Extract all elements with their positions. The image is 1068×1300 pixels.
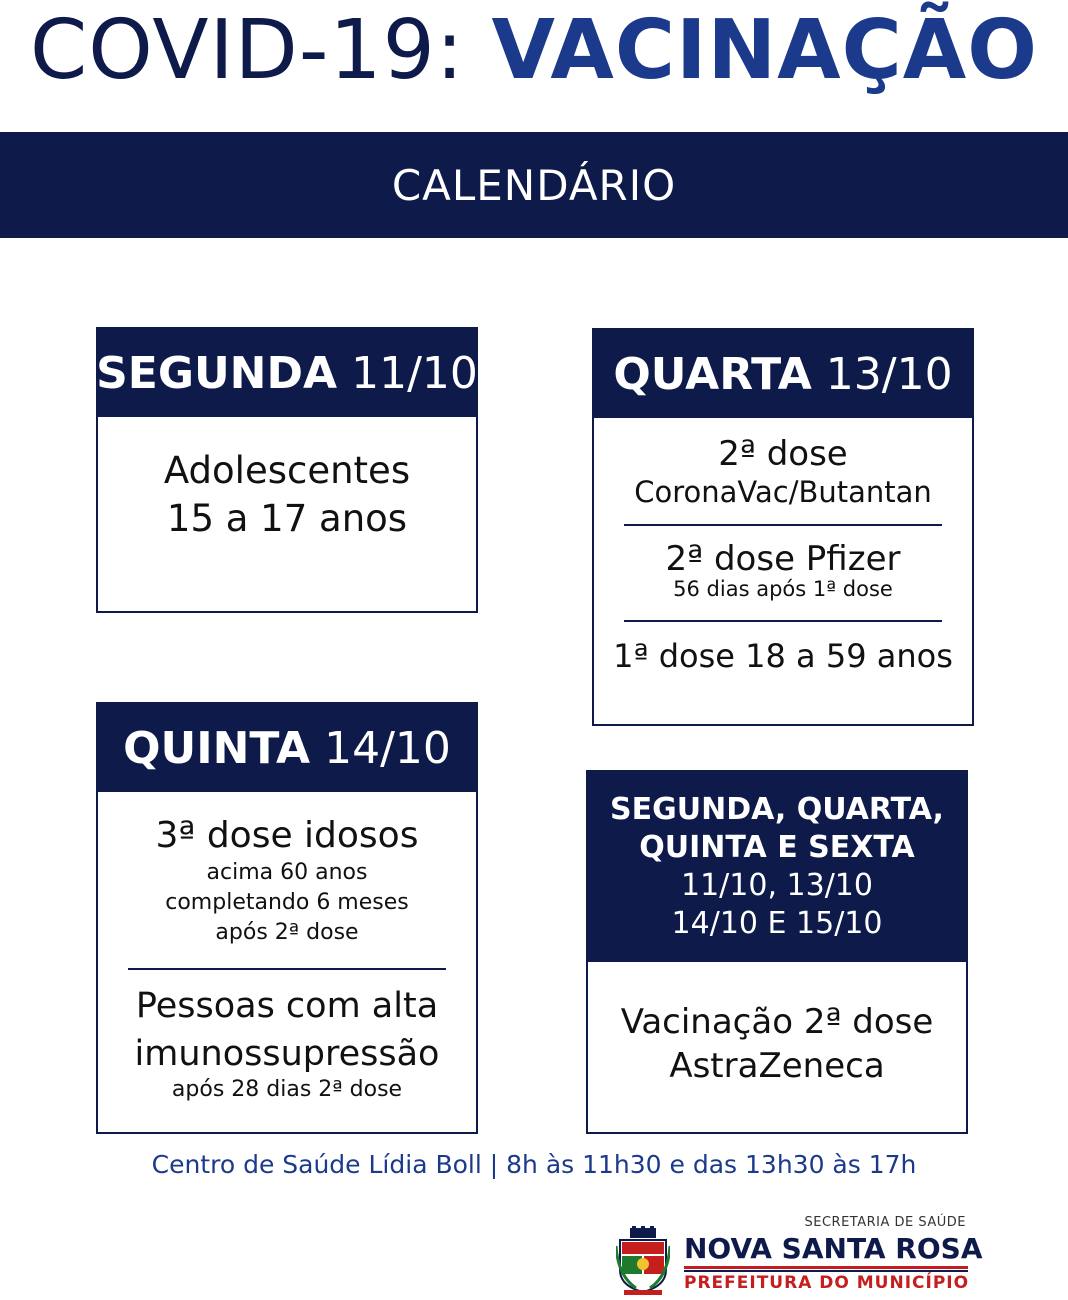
card-monday-body (98, 417, 476, 543)
title-covid: COVID-19: (30, 3, 465, 98)
multi-dates-line-1: 11/10, 13/10 (681, 868, 873, 903)
location-hours: Centro de Saúde Lídia Boll | 8h às 11h30 e das 13h30 às 17h (151, 1150, 917, 1179)
logo-red-rule (684, 1266, 968, 1269)
logo-city-name: NOVA SANTA ROSA (684, 1232, 983, 1265)
card-thursday-body (98, 814, 476, 1102)
card-thursday (96, 702, 478, 1134)
multi-line-2: AstraZeneca (669, 1046, 885, 1086)
banner-label: CALENDÁRIO (391, 160, 677, 210)
thursday-block1-line-2: completando 6 meses (165, 890, 409, 915)
card-monday-date: 11/10 (351, 347, 478, 399)
municipal-crest-icon (616, 1226, 670, 1296)
wednesday-divider-2 (624, 620, 942, 622)
card-wednesday (592, 328, 974, 726)
thursday-block1-line-1: acima 60 anos (206, 860, 368, 885)
card-monday-header (98, 329, 476, 417)
multi-days-line-1: SEGUNDA, QUARTA, (610, 792, 944, 827)
card-thursday-day: QUINTA (123, 722, 311, 774)
thursday-block1-title: 3ª dose idosos (155, 815, 419, 856)
logo-navy-rule (684, 1270, 968, 1272)
card-thursday-header (98, 704, 476, 792)
card-monday-line-2: 15 a 17 anos (166, 497, 408, 540)
calendar-banner (0, 132, 1068, 238)
card-multi-day (586, 770, 968, 1134)
card-monday-day: SEGUNDA (96, 347, 338, 399)
logo-secretaria: SECRETARIA DE SAÚDE (804, 1215, 966, 1230)
thursday-block2-sub: após 28 dias 2ª dose (171, 1077, 403, 1102)
logo-prefeitura: PREFEITURA DO MUNICÍPIO (684, 1273, 970, 1293)
title-vacinacao: VACINAÇÃO (491, 3, 1038, 98)
wednesday-block1-title: 2ª dose (718, 434, 848, 474)
card-wednesday-body (594, 434, 972, 676)
multi-line-1: Vacinação 2ª dose (620, 1002, 934, 1042)
thursday-divider (128, 968, 446, 970)
card-wednesday-day: QUARTA (613, 348, 812, 400)
thursday-block1-line-3: após 2ª dose (215, 920, 359, 945)
wednesday-divider-1 (624, 524, 942, 526)
multi-days-line-2: QUINTA E SEXTA (639, 830, 915, 865)
card-wednesday-date: 13/10 (825, 348, 953, 400)
wednesday-block2-sub: 56 dias após 1ª dose (673, 577, 893, 601)
thursday-block2-line-2: imunossupressão (134, 1034, 440, 1074)
card-monday (96, 327, 478, 613)
thursday-block2-line-1: Pessoas com alta (135, 986, 439, 1026)
wednesday-block3-title: 1ª dose 18 a 59 anos (613, 637, 953, 675)
multi-dates-line-2: 14/10 E 15/10 (671, 906, 883, 941)
card-monday-line-1: Adolescentes (163, 449, 411, 492)
card-thursday-date: 14/10 (324, 722, 451, 774)
card-wednesday-header (594, 330, 972, 418)
wednesday-block2-title: 2ª dose Pfizer (665, 539, 901, 579)
card-multi-header (588, 772, 966, 962)
card-multi-body (588, 962, 966, 1088)
wednesday-block1-sub: CoronaVac/Butantan (634, 475, 932, 509)
page-title (0, 3, 1068, 98)
